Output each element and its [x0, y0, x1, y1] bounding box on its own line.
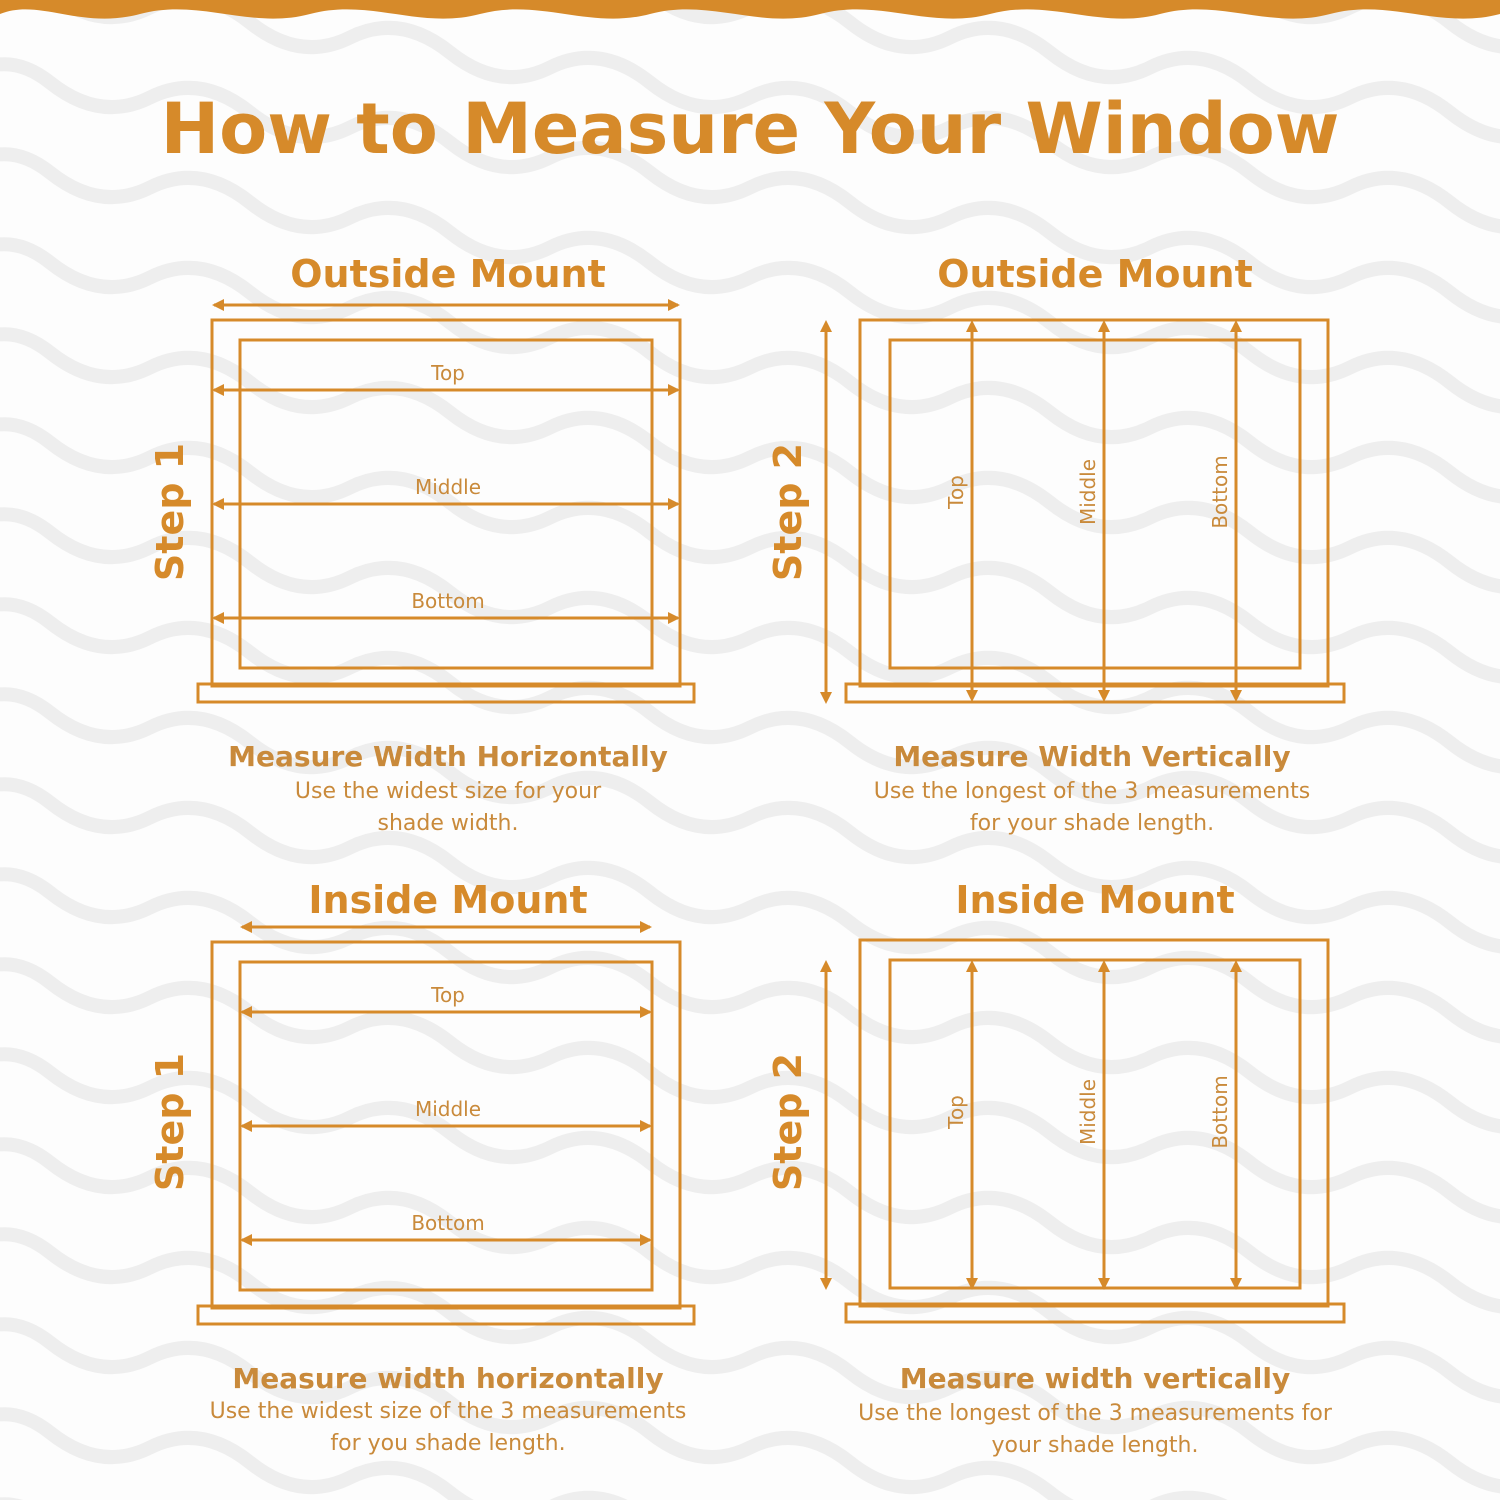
panel-1-step: Step 1	[148, 442, 192, 582]
panel-4-heading: Inside Mount	[955, 878, 1235, 922]
panel-2-caption-title: Measure Width Vertically	[893, 740, 1291, 773]
middle-label: Middle	[1076, 458, 1100, 526]
panel-3-diagram	[190, 912, 710, 1332]
panel-2-diagram	[810, 310, 1360, 710]
panel-3-step: Step 1	[148, 1052, 192, 1192]
caption-line: for you shade length.	[330, 1431, 566, 1456]
top-wave-band	[0, 0, 1500, 19]
panel-2-heading: Outside Mount	[937, 252, 1253, 296]
bottom-label: Bottom	[411, 1211, 485, 1235]
panel-2-caption	[792, 776, 1392, 840]
caption-line: Use the longest of the 3 measurements for	[858, 1401, 1332, 1426]
middle-label: Middle	[1076, 1078, 1100, 1146]
caption-line: Use the longest of the 3 measurements	[873, 779, 1311, 804]
panel-1-caption-title: Measure Width Horizontally	[228, 740, 668, 773]
middle-label: Middle	[414, 1097, 482, 1121]
panel-4-caption-title: Measure width vertically	[899, 1362, 1291, 1395]
top-label: Top	[431, 983, 465, 1007]
panel-4-diagram	[810, 930, 1360, 1330]
panel-1-diagram	[190, 290, 710, 710]
panel-4-caption	[795, 1398, 1395, 1462]
caption-line: for your shade length.	[969, 811, 1215, 836]
bottom-label: Bottom	[1208, 455, 1232, 529]
panel-3-caption	[148, 1396, 748, 1460]
caption-line: Use the widest size of the 3 measurements	[209, 1399, 687, 1424]
panel-2-step: Step 2	[766, 442, 810, 582]
middle-label: Middle	[414, 475, 482, 499]
bottom-label: Bottom	[411, 589, 485, 613]
caption-line: Use the widest size for your	[294, 779, 602, 804]
panel-3-caption-title: Measure width horizontally	[232, 1362, 664, 1395]
panel-3-heading: Inside Mount	[308, 878, 588, 922]
bottom-label: Bottom	[1208, 1075, 1232, 1149]
panel-4-step: Step 2	[766, 1052, 810, 1192]
top-label: Top	[431, 361, 465, 385]
top-label: Top	[944, 1095, 968, 1129]
caption-line: shade width.	[377, 811, 519, 836]
panel-1-heading: Outside Mount	[290, 252, 606, 296]
page-title: How to Measure Your Window	[160, 88, 1340, 170]
caption-line: your shade length.	[991, 1433, 1199, 1458]
top-label: Top	[944, 475, 968, 509]
panel-1-caption	[148, 776, 748, 840]
